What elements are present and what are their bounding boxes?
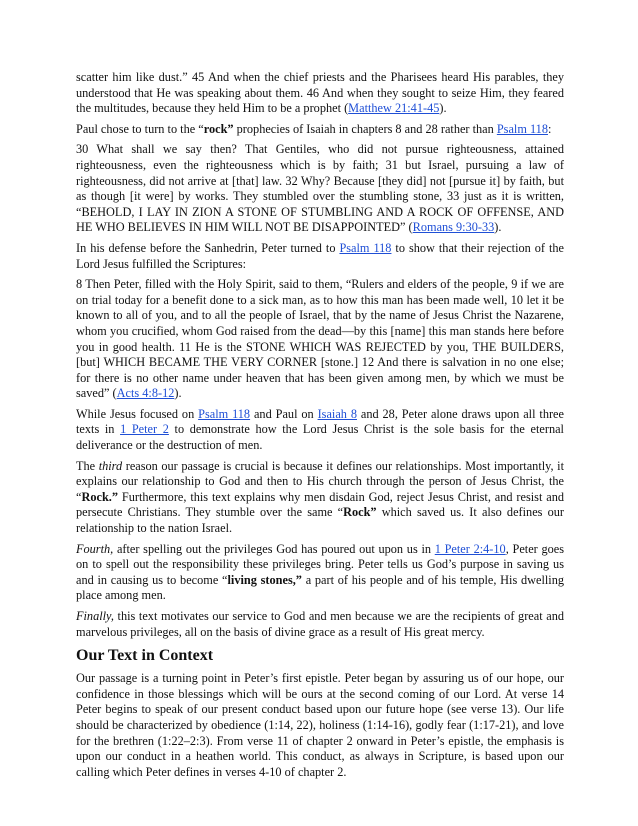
paragraph-acts-quote xyxy=(76,277,564,402)
text: While Jesus focused on xyxy=(76,406,199,421)
text: Our passage is a turning point in Peter’s first epistle. Peter began by assuring us of our hope, our confidence in those blessings which will be ours at the second coming of our Lord. At verse 14 Peter begins to speak of our present conduct based upon our future hope (see verse 13). Our life should be characterized by obedience (1:14, 22), holiness (1:14-16), godly fear (1:17-21), and love for the brethren (1:22–2:3). From verse 11 of chapter 2 onward in Peter’s epistle, the emphasis is upon our conduct in a heathen world. This conduct, as always in Scripture, is based upon our calling which Peter defines in verses 4-10 of chapter 2. xyxy=(76,671,564,779)
paragraph-paul-rock xyxy=(76,122,564,138)
paragraph-romans-quote xyxy=(76,142,564,236)
text: ). xyxy=(174,386,182,401)
text: Furthermore, this text explains why men disdain God, reject Jesus Christ, and resist and persecute Christians. They stumble over the same “ xyxy=(76,489,564,520)
paragraph-third-reason xyxy=(76,459,564,537)
paragraph-matthew-quote xyxy=(76,70,564,117)
text: which saved us. It also defines our relationship to the nation Israel. xyxy=(76,505,564,536)
scripture-link-psalm-118[interactable]: Psalm 118 xyxy=(339,240,392,255)
bold-rock: Rock.” xyxy=(81,489,119,504)
text: ). xyxy=(494,220,502,235)
text: The xyxy=(76,458,99,473)
bold-rock: rock” xyxy=(203,121,234,136)
paragraph-sanhedrin xyxy=(76,241,564,272)
scripture-link-romans-9[interactable]: Romans 9:30-33 xyxy=(412,220,495,235)
text: ). xyxy=(439,101,447,116)
bold-living-stones: living stones,” xyxy=(227,572,302,587)
document-page xyxy=(76,70,564,785)
text: : xyxy=(547,121,552,136)
scripture-link-isaiah-8[interactable]: Isaiah 8 xyxy=(317,406,357,421)
text: to demonstrate how the Lord Jesus Christ is the sole basis for the eternal deliverance or the destruction of men. xyxy=(76,422,564,453)
text: In his defense before the Sanhedrin, Peter turned to xyxy=(76,240,340,255)
scripture-link-psalm-118[interactable]: Psalm 118 xyxy=(198,406,251,421)
italic-finally: Finally, xyxy=(76,609,114,623)
scripture-link-1-peter-2[interactable]: 1 Peter 2 xyxy=(120,422,169,437)
bold-rock: Rock” xyxy=(343,505,377,520)
paragraph-context xyxy=(76,671,564,780)
scripture-link-acts-4[interactable]: Acts 4:8-12 xyxy=(116,386,175,401)
text: Paul chose to turn to the “ xyxy=(76,121,204,136)
text: and 28, Peter alone draws upon all three texts in xyxy=(76,406,564,437)
paragraph-three-texts xyxy=(76,407,564,454)
paragraph-fourth-reason xyxy=(76,542,564,604)
text: reason our passage is crucial is because it defines our relationships. Most importantly, it explains our relationship to God and then to His church through the person of Jesus Christ, the “ xyxy=(76,458,564,504)
text: to show that their rejection of the Lord Jesus fulfilled the Scriptures: xyxy=(76,240,564,271)
italic-third: third xyxy=(98,458,123,473)
text: scatter him like dust.” 45 And when the chief priests and the Pharisees heard His parables, they understood that He was speaking about them. 46 And when they sought to seize Him, they feared the multitudes, because they held Him to be a prophet ( xyxy=(76,70,564,116)
text: a part of his people and of his temple, His dwelling place among men. xyxy=(76,572,565,603)
scripture-link-1-peter-2-4[interactable]: 1 Peter 2:4-10 xyxy=(434,541,506,556)
scripture-link-matthew-21[interactable]: Matthew 21:41-45 xyxy=(348,101,440,116)
scripture-link-psalm-118[interactable]: Psalm 118 xyxy=(496,121,548,136)
paragraph-finally xyxy=(76,609,564,640)
text: 8 Then Peter, filled with the Holy Spirit, said to them, “Rulers and elders of the people, 9 if we are on trial today for a benefit done to a sick man, as to how this man has been made well, 10 let it be known to all of you, and to all the people of Israel, that by the name of Jesus Christ the Nazarene, whom you crucified, whom God raised from the dead—by this [name] this man stands here before you in good health. 11 He is the STONE WHICH WAS REJECTED by you, THE BUILDERS, [but] WHICH BECAME THE VERY CORNER [stone.] 12 And there is salvation in no one else; for there is no other name under heaven that has been given among men, by which we must be saved” ( xyxy=(76,277,564,401)
text: this text motivates our service to God and men because we are the recipients of great and marvelous privileges, all on the basis of divine grace as a result of His great mercy. xyxy=(76,609,564,639)
text: after spelling out the privileges God has poured out upon us in xyxy=(113,541,435,556)
italic-fourth: Fourth, xyxy=(76,541,114,556)
section-heading: Our Text in Context xyxy=(76,647,214,665)
text: , Peter goes on to spell out the responsibility these privileges bring. Peter tells us God’s purpose in saving us and in causing us to become “ xyxy=(76,541,564,587)
text: and Paul on xyxy=(250,406,318,421)
text: 30 What shall we say then? That Gentiles, who did not pursue righteousness, attained righteousness, even the righteousness which is by faith; 31 but Israel, pursuing a law of righteousness, did not arrive at [that] law. 32 Why? Because [they did] not [pursue it] by faith, but as though [it were] by works. They stumbled over the stumbling stone, 33 just as it is written, “BEHOLD, I LAY IN ZION A STONE OF STUMBLING AND A ROCK OF OFFENSE, AND HE WHO BELIEVES IN HIM WILL NOT BE DISAPPOINTED” ( xyxy=(76,142,564,235)
text: prophecies of Isaiah in chapters 8 and 28 rather than xyxy=(233,121,497,136)
